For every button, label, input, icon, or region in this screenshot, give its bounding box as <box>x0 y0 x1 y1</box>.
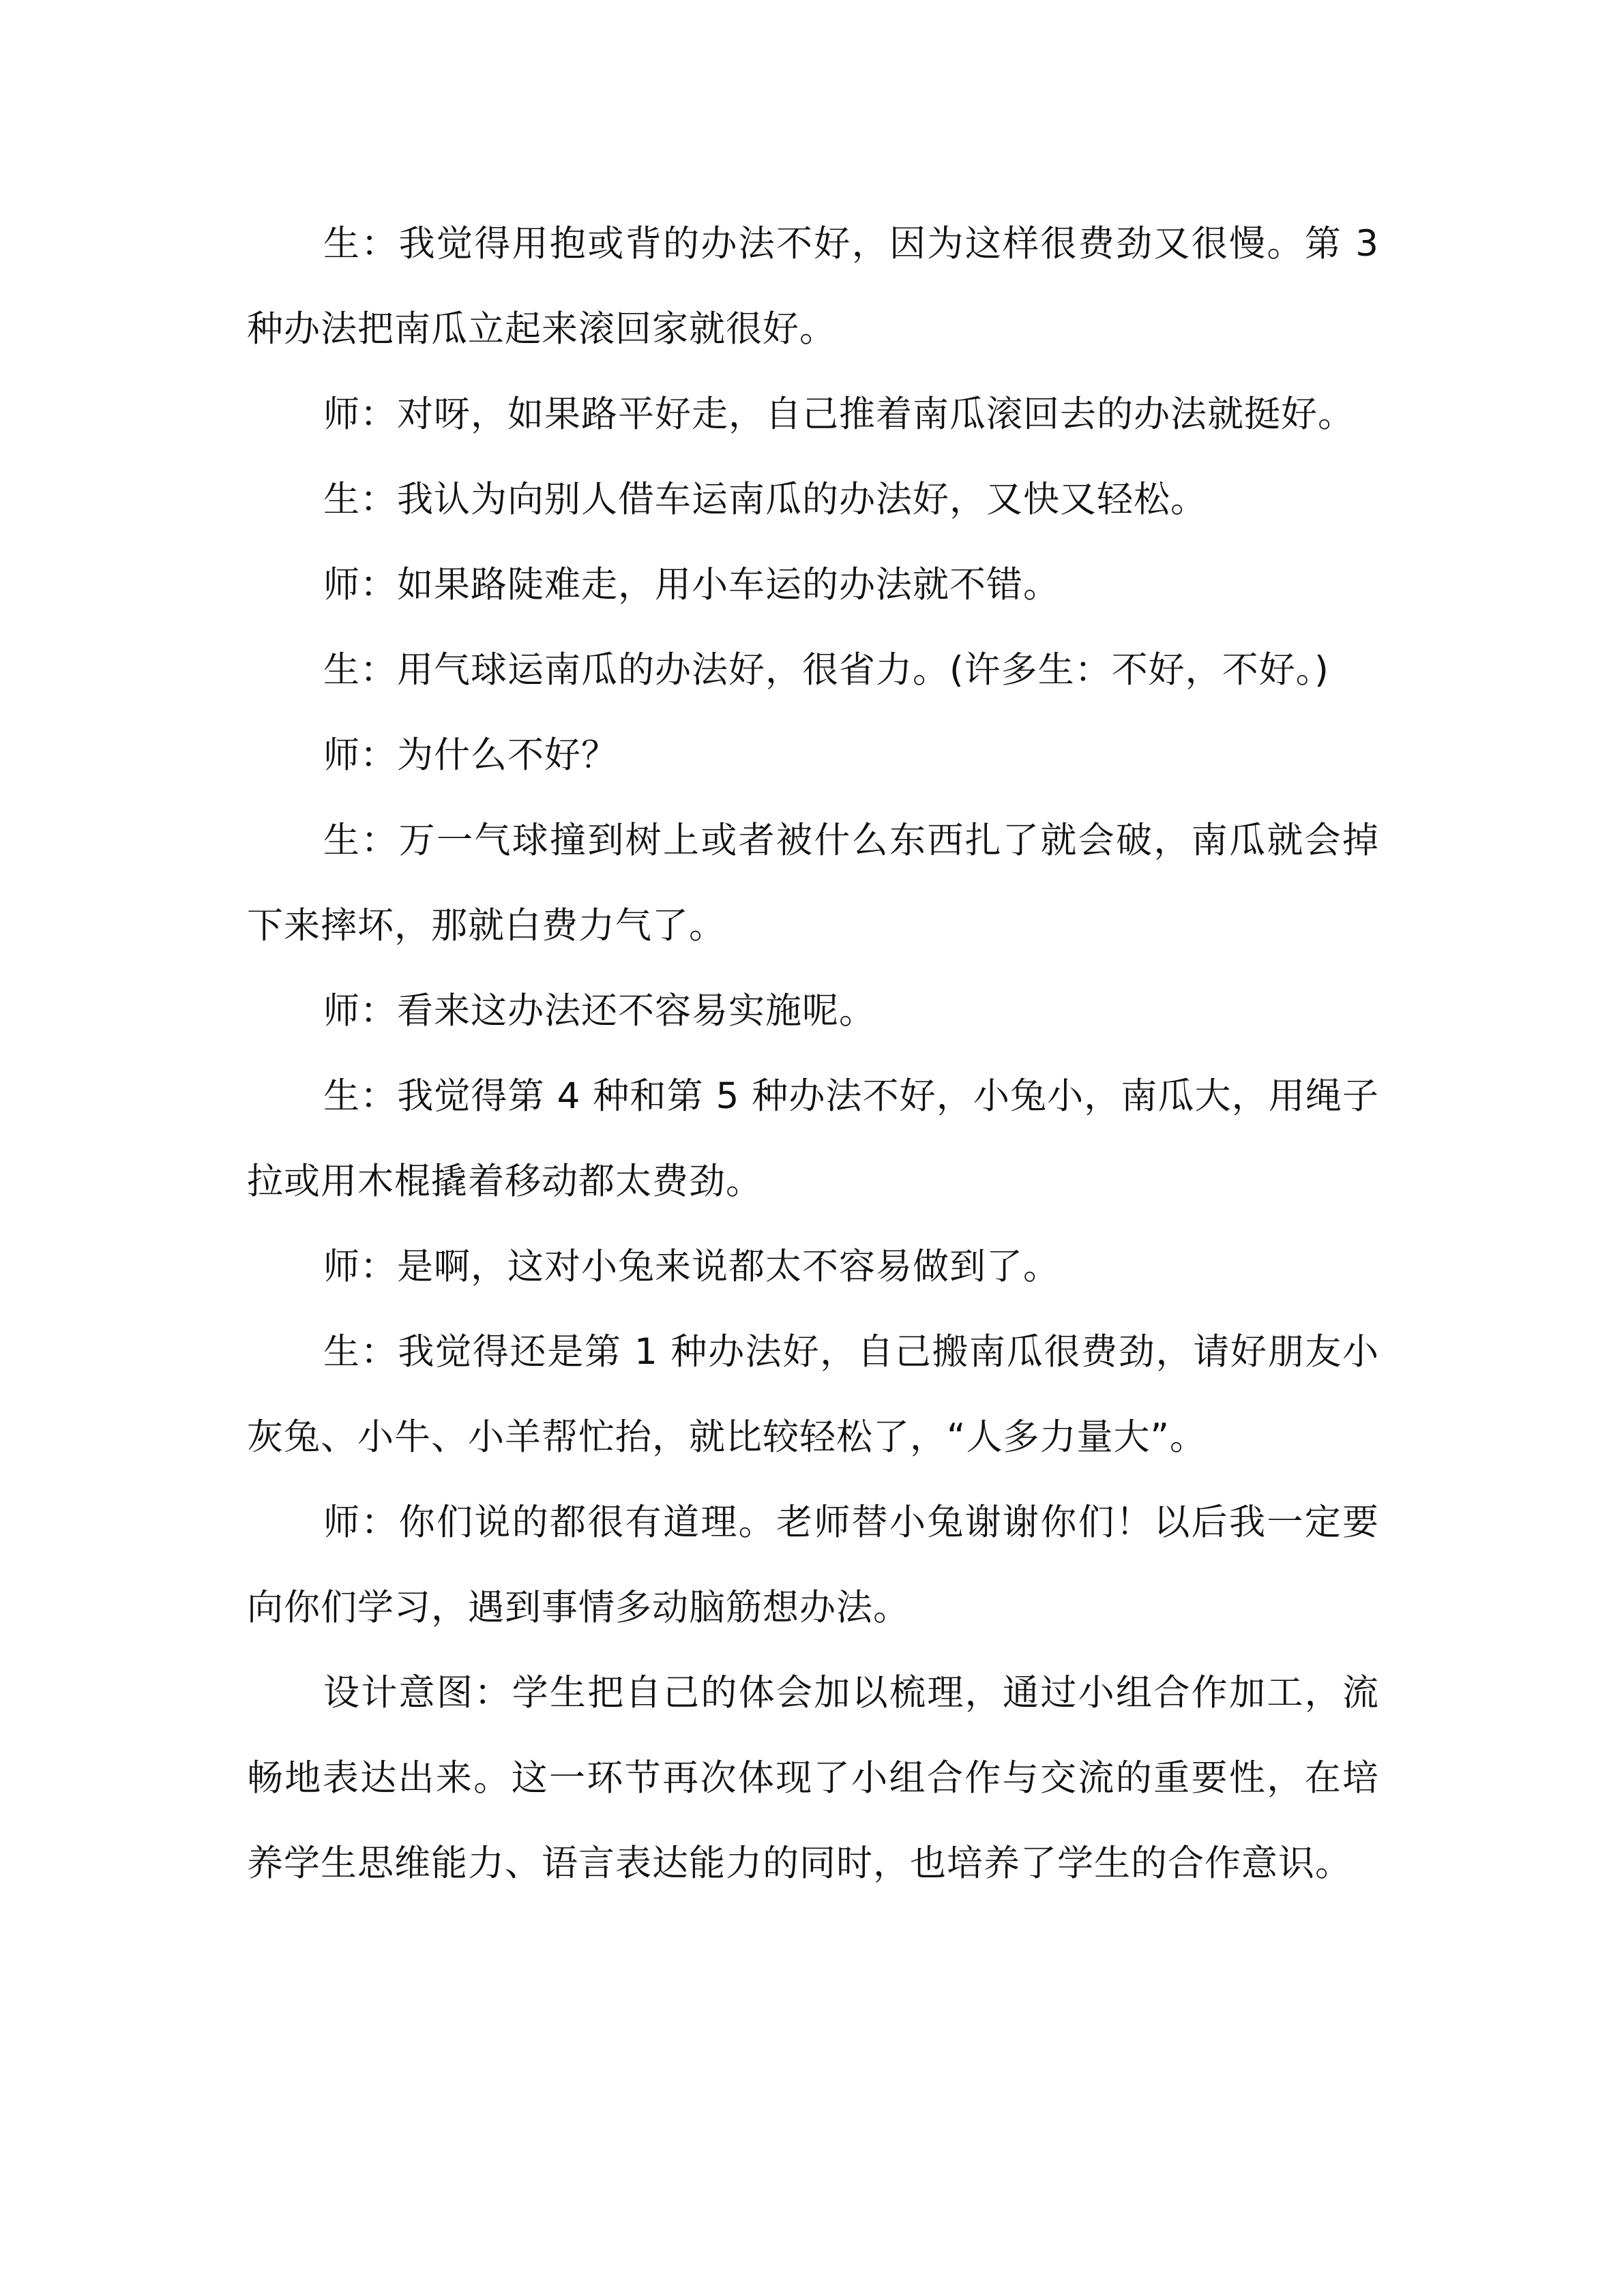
paragraph-3: 生：我认为向别人借车运南瓜的办法好，又快又轻松。 <box>323 479 1207 520</box>
paragraph-10: 师：是啊，这对小兔来说都太不容易做到了。 <box>323 1246 1060 1287</box>
document-body <box>247 201 1379 1906</box>
paragraph-5: 生：用气球运南瓜的办法好，很省力。(许多生：不好，不好。) <box>323 649 1329 691</box>
paragraph-11: 生：我觉得还是第 1 种办法好，自己搬南瓜很费劲，请好朋友小灰兔、小牛、小羊帮忙抬，就比较轻松了，“人多力量大”。 <box>247 1331 1379 1458</box>
paragraph-7: 生：万一气球撞到树上或者被什么东西扎了就会破，南瓜就会掉下来摔坏，那就白费力气了。 <box>247 820 1379 946</box>
paragraph-2: 师：对呀，如果路平好走，自己推着南瓜滚回去的办法就挺好。 <box>323 393 1355 435</box>
paragraph-4: 师：如果路陡难走，用小车运的办法就不错。 <box>323 564 1060 606</box>
paragraph-9: 生：我觉得第 4 种和第 5 种办法不好，小兔小，南瓜大，用绳子拉或用木棍撬着移动都太费劲。 <box>247 1075 1379 1202</box>
paragraph-6: 师：为什么不好？ <box>323 734 618 776</box>
paragraph-8: 师：看来这办法还不容易实施呢。 <box>323 990 876 1032</box>
paragraph-1: 生：我觉得用抱或背的办法不好，因为这样很费劲又很慢。第 3 种办法把南瓜立起来滚回家就很好。 <box>247 223 1379 350</box>
paragraph-13: 设计意图：学生把自己的体会加以梳理，通过小组合作加工，流畅地表达出来。这一环节再次体现了小组合作与交流的重要性，在培养学生思维能力、语言表达能力的同时，也培养了学生的合作意识。 <box>247 1672 1379 1884</box>
paragraph-12: 师：你们说的都很有道理。老师替小兔谢谢你们！以后我一定要向你们学习，遇到事情多动脑筋想办法。 <box>247 1502 1379 1628</box>
